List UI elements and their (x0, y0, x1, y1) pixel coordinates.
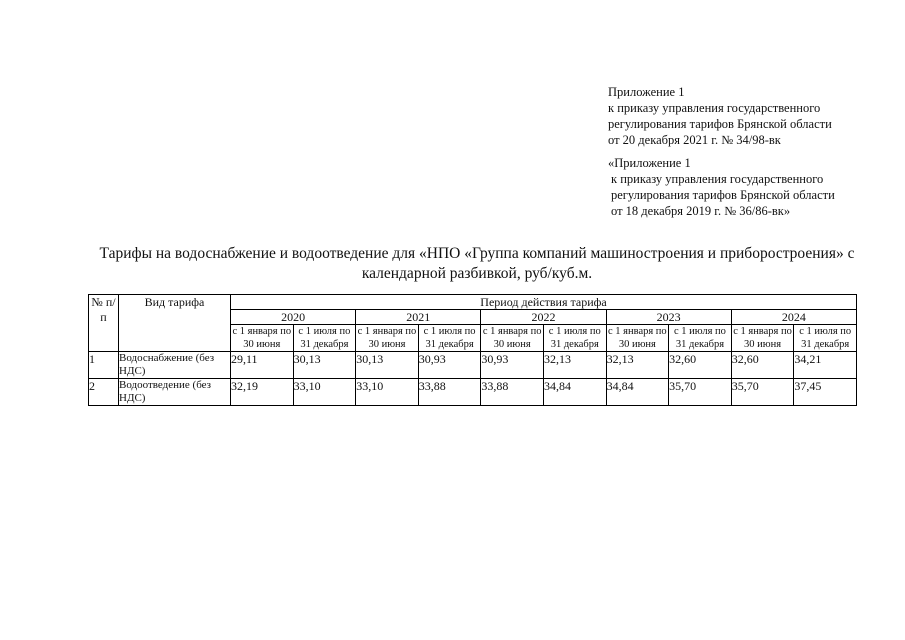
appendix-previous-line: от 18 декабря 2019 г. № 36/86-вк» (611, 204, 791, 218)
header-second-half: с 1 июля по 31 декабря (543, 325, 606, 352)
header-num: № п/п (89, 295, 119, 352)
tariff-value: 32,13 (606, 352, 669, 379)
tariff-value: 35,70 (669, 379, 732, 406)
appendix-current-line: от 20 декабря 2021 г. № 34/98-вк (608, 133, 781, 147)
header-second-half: с 1 июля по 31 декабря (418, 325, 481, 352)
tariff-table (88, 294, 857, 406)
header-year: 2024 (731, 310, 856, 325)
tariff-value: 34,21 (794, 352, 857, 379)
header-first-half: с 1 января по 30 июня (733, 326, 792, 350)
appendix-previous-line: регулирования тарифов Брянской области (611, 188, 835, 202)
header-year: 2022 (481, 310, 606, 325)
table-row (89, 352, 857, 379)
document-title (60, 244, 894, 284)
header-second-half: с 1 июля по 31 декабря (669, 325, 732, 352)
header-second-half: с 1 июля по 31 декабря (293, 325, 356, 352)
header-year: 2023 (606, 310, 731, 325)
tariff-value: 34,84 (543, 379, 606, 406)
appendix-current-line: Приложение 1 (608, 85, 685, 99)
tariff-value: 32,13 (543, 352, 606, 379)
tariff-value: 29,11 (231, 352, 294, 379)
tariff-value: 32,19 (231, 379, 294, 406)
appendix-previous-line: «Приложение 1 (608, 156, 691, 170)
row-number: 2 (89, 379, 119, 406)
header-first-half: с 1 января по 30 июня (608, 326, 667, 350)
tariff-value: 33,88 (481, 379, 544, 406)
header-first-half: с 1 января по 30 июня (232, 326, 292, 350)
header-first-half: с 1 января по 30 июня (482, 326, 542, 350)
header-second-half: с 1 июля по 31 декабря (794, 325, 857, 352)
tariff-value: 32,60 (669, 352, 732, 379)
tariff-value: 35,70 (731, 379, 794, 406)
appendix-current-line: к приказу управления государственного (608, 101, 821, 115)
header-tariff-kind: Вид тарифа (119, 295, 231, 352)
row-tariff-kind: Водоотведение (без НДС) (119, 379, 231, 406)
header-period: Период действия тарифа (231, 295, 857, 310)
tariff-value: 37,45 (794, 379, 857, 406)
tariff-value: 33,88 (418, 379, 481, 406)
row-number: 1 (89, 352, 119, 379)
tariff-value: 33,10 (293, 379, 356, 406)
header-first-half: с 1 января по 30 июня (357, 326, 417, 350)
tariff-value: 30,93 (418, 352, 481, 379)
document-title-line-1: Тарифы на водоснабжение и водоотведение для «НПО «Группа компаний машиностроения и приборостроения» с (99, 245, 855, 262)
tariff-value: 33,10 (356, 379, 419, 406)
appendix-previous-line: к приказу управления государственного (611, 172, 824, 186)
header-year: 2020 (231, 310, 356, 325)
appendix-previous-block (608, 155, 835, 219)
header-year: 2021 (356, 310, 481, 325)
document-title-line-2: календарной разбивкой, руб/куб.м. (361, 265, 593, 282)
tariff-value: 30,93 (481, 352, 544, 379)
tariff-value: 30,13 (356, 352, 419, 379)
appendix-current-line: регулирования тарифов Брянской области (608, 117, 832, 131)
tariff-value: 32,60 (731, 352, 794, 379)
tariff-value: 34,84 (606, 379, 669, 406)
table-row (89, 379, 857, 406)
appendix-current-block (608, 84, 832, 148)
row-tariff-kind: Водоснабжение (без НДС) (119, 352, 231, 379)
tariff-value: 30,13 (293, 352, 356, 379)
